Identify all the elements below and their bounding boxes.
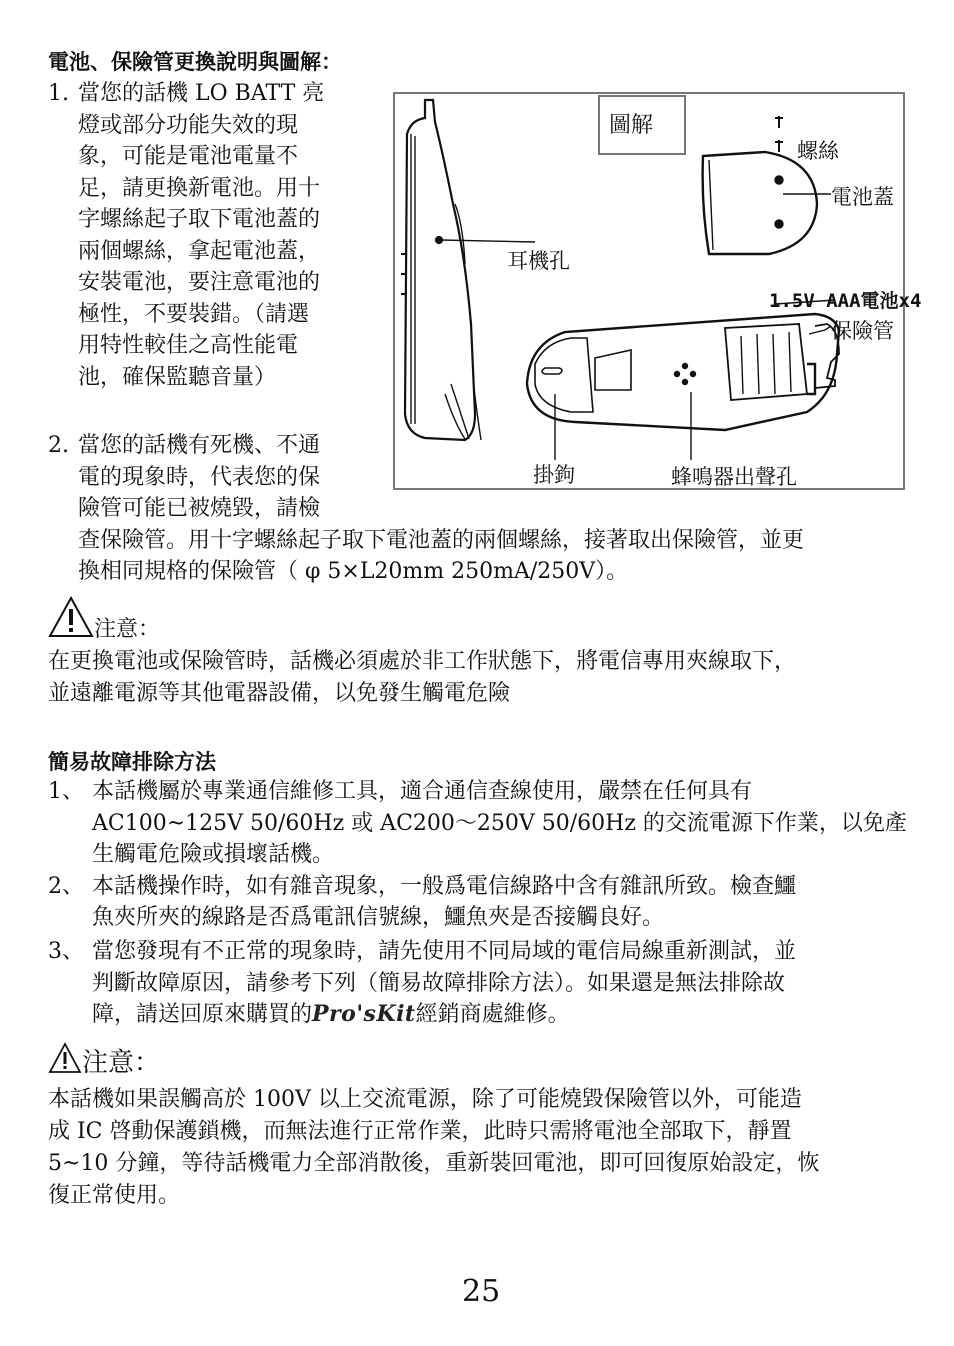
item-line-suffix: 經銷商處維修。 [415,1002,570,1027]
label-batteries: 1.5V AAA電池x4 [769,290,922,312]
item-line: 燈或部分功能失效的現 [78,112,299,138]
item-number: 1. [48,81,69,106]
warning-triangle-icon [48,596,94,638]
item-line: 換相同規格的保險管（ φ 5×L20mm 250mA/250V）。 [78,559,629,584]
item-line: 池，確保監聽音量） [78,364,277,390]
item-line: 魚夾所夾的線路是否爲電訊信號線，鱷魚夾是否接觸良好。 [92,905,665,930]
item-line: 用特性較佳之高性能電 [78,333,299,358]
section-title-troubleshooting: 簡易故障排除方法 [48,749,216,774]
label-battery-cover: 電池蓋 [831,185,894,209]
label-screw: 螺絲 [797,139,839,163]
item-line: 極性，不要裝錯。（請選 [78,301,310,327]
warning-label: 注意： [82,1048,161,1078]
item-line: 當您的話機有死機、不通 [78,433,321,458]
proskit-brand-logo: Pro'sKit [312,1001,416,1027]
item-line: 足，請更換新電池。用十 [78,175,321,201]
item-number: 2、 [48,873,84,899]
warning-label: 注意： [94,617,161,642]
warning-line: 在更換電池或保險管時，話機必須處於非工作狀態下，將電信專用夾線取下， [48,649,797,674]
item-line: 安裝電池，要注意電池的 [78,270,321,295]
screw-arrows [775,116,783,152]
diagram-legend-label: 圖解 [609,113,654,138]
item-line: 障，請送回原來購買的 [92,1002,313,1027]
section-title-battery-fuse: 電池、保險管更換說明與圖解： [48,49,342,74]
warning-1 [48,596,928,716]
label-earphone-jack: 耳機孔 [507,249,570,273]
item-number: 3、 [48,939,84,964]
item-line: 當您發現有不正常的現象時，請先使用不同局域的電信局線重新測試，並 [92,939,797,964]
diagram-figure [393,92,922,490]
instruction-item-1 [48,78,368,398]
telephone-bottom-view [527,314,839,430]
item-line-with-brand [92,999,570,1031]
item-line: 字螺絲起子取下電池蓋的 [78,207,321,232]
label-hook: 掛鉤 [533,463,575,487]
warning-line: 5~10 分鐘，等待話機電力全部消散後，重新裝回電池，即可回復原始設定，恢 [48,1151,820,1176]
label-buzzer-hole: 蜂鳴器出聲孔 [671,465,797,489]
warning-line: 復正常使用。 [48,1183,181,1208]
telephone-side-view [401,100,481,440]
item-line: 本話機屬於專業通信維修工具，適合通信查線使用，嚴禁在任何具有 [92,779,753,804]
warning-line: 本話機如果誤觸高於 100V 以上交流電源，除了可能燒毀保險管以外，可能造 [48,1087,802,1112]
label-fuse: 保險管 [831,319,894,343]
item-line: 查保險管。用十字螺絲起子取下電池蓋的兩個螺絲，接著取出保險管，並更 [78,527,805,553]
item-line: 當您的話機 LO BATT 亮 [78,81,325,106]
item-line: 險管可能已被燒毀，請檢 [78,496,321,521]
warning-line: 並遠離電源等其他電器設備，以免發生觸電危險 [48,681,511,706]
item-line: 本話機操作時，如有雜音現象，一般爲電信線路中含有雜訊所致。檢查鱷 [92,873,797,899]
item-line: 兩個螺絲，拿起電池蓋， [78,238,321,264]
item-number: 2. [48,433,69,458]
item-line: AC100~125V 50/60Hz 或 AC200～250V 50/60Hz 的交流電源下作業，以免產 [92,810,907,836]
item-line: 生觸電危險或損壞話機。 [92,842,335,867]
troubleshoot-list [48,776,928,1036]
warning-triangle-icon [48,1042,82,1074]
page-number: 25 [462,1274,501,1309]
item-line: 判斷故障原因，請參考下列（簡易故障排除方法）。如果還是無法排除故 [92,970,786,996]
item-line: 象，可能是電池電量不 [78,144,299,169]
warning-line: 成 IC 啓動保護鎖機，而無法進行正常作業，此時只需將電池全部取下，靜置 [48,1119,792,1144]
item-number: 1、 [48,779,84,804]
item-line: 電的現象時，代表您的保 [78,464,321,490]
warning-2 [48,1038,928,1218]
